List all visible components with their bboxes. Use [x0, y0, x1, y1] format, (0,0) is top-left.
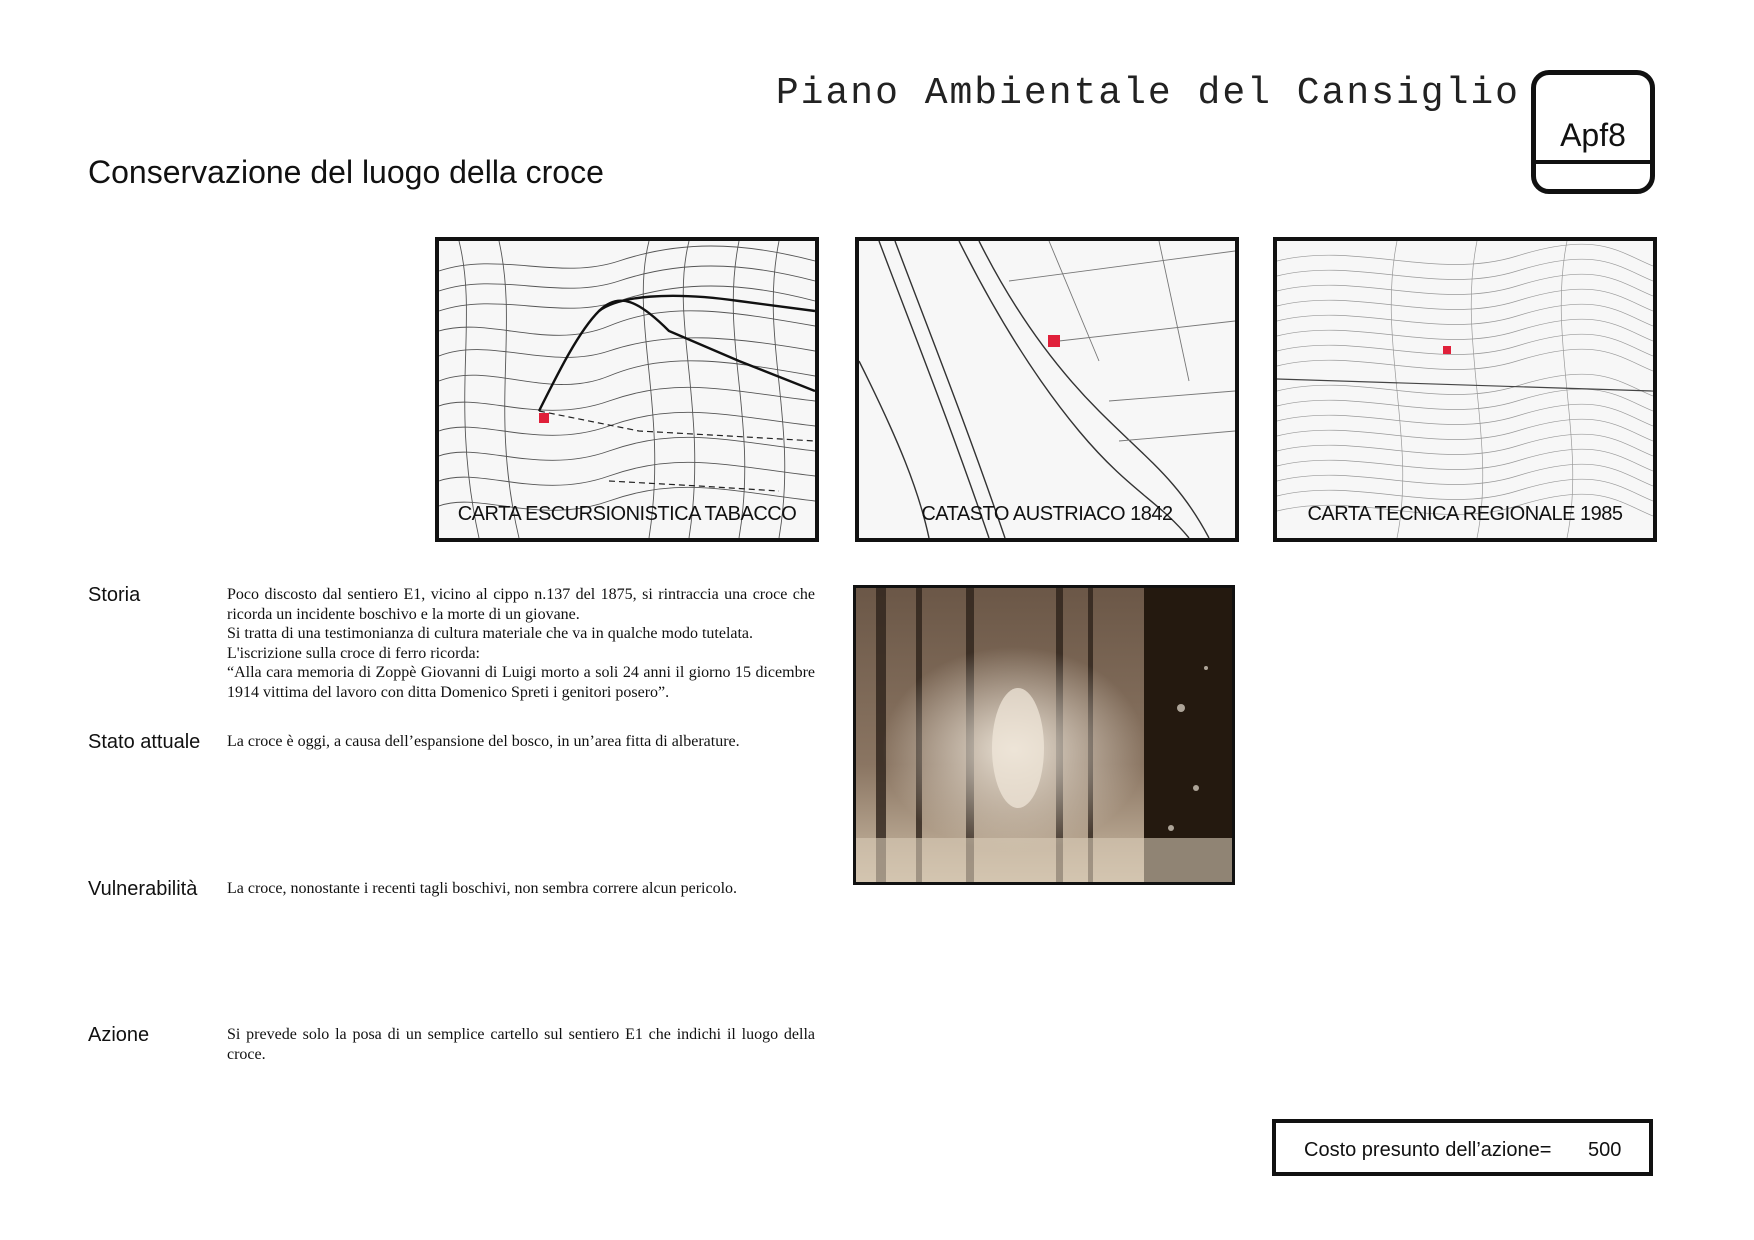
location-marker [1443, 346, 1451, 354]
map-caption: CARTA TECNICA REGIONALE 1985 [1307, 503, 1623, 525]
cadastral-map-image [859, 241, 1235, 538]
section-label-stato-attuale: Stato attuale [88, 731, 201, 753]
storia-line: Si tratta di una testimonianza di cultura materiale che va in qualche modo tutelata. [227, 625, 754, 642]
map-carta-tecnica-regionale [1273, 237, 1657, 542]
code-box-divider [1536, 160, 1650, 164]
cost-box [1272, 1119, 1653, 1176]
section-text-azione: Si prevede solo la posa di un semplice cartello sul sentiero E1 che indichi il luogo della croce. [227, 1026, 815, 1063]
storia-line: Poco discosto dal sentiero E1, vicino al cippo n.137 del 1875, si rintraccia una croce che ricorda un incidente boschivo e la morte di un giovane. [227, 586, 815, 623]
topographic-map-image [439, 241, 815, 538]
storia-line: L'iscrizione sulla croce di ferro ricorda: [227, 644, 480, 662]
section-label-azione: Azione [88, 1024, 150, 1046]
location-marker [539, 413, 549, 423]
location-marker [1048, 335, 1060, 347]
cross-site-photo [853, 585, 1235, 885]
section-label-storia: Storia [88, 584, 141, 606]
sheet-code-box [1531, 70, 1655, 194]
map-caption: CATASTO AUSTRIACO 1842 [921, 503, 1173, 525]
map-tabacco [435, 237, 819, 542]
section-label-vulnerabilita: Vulnerabilità [88, 878, 198, 900]
section-text-storia [227, 585, 815, 702]
storia-line: “Alla cara memoria di Zoppè Giovanni di Luigi morto a soli 24 anni il giorno 15 dicembre 1914 vittima del lavoro con ditta Domenico Spreti i genitori posero”. [227, 664, 815, 701]
section-text-stato-attuale: La croce è oggi, a causa dell’espansione del bosco, in un’area fitta di alberature. [227, 733, 740, 750]
map-caption: CARTA ESCURSIONISTICA TABACCO [457, 503, 797, 525]
cost-value: 500 [1588, 1139, 1622, 1161]
page-title: Conservazione del luogo della croce [88, 154, 604, 190]
cost-label: Costo presunto dell’azione= [1304, 1139, 1552, 1161]
sheet-code: Apf8 [1560, 117, 1626, 153]
forest-photo-image [856, 588, 1232, 882]
document-header-title: Piano Ambientale del Cansiglio [775, 72, 1520, 115]
section-text-vulnerabilita: La croce, nonostante i recenti tagli boschivi, non sembra correre alcun pericolo. [227, 880, 738, 897]
technical-map-image [1277, 241, 1653, 538]
map-catasto-austriaco [855, 237, 1239, 542]
